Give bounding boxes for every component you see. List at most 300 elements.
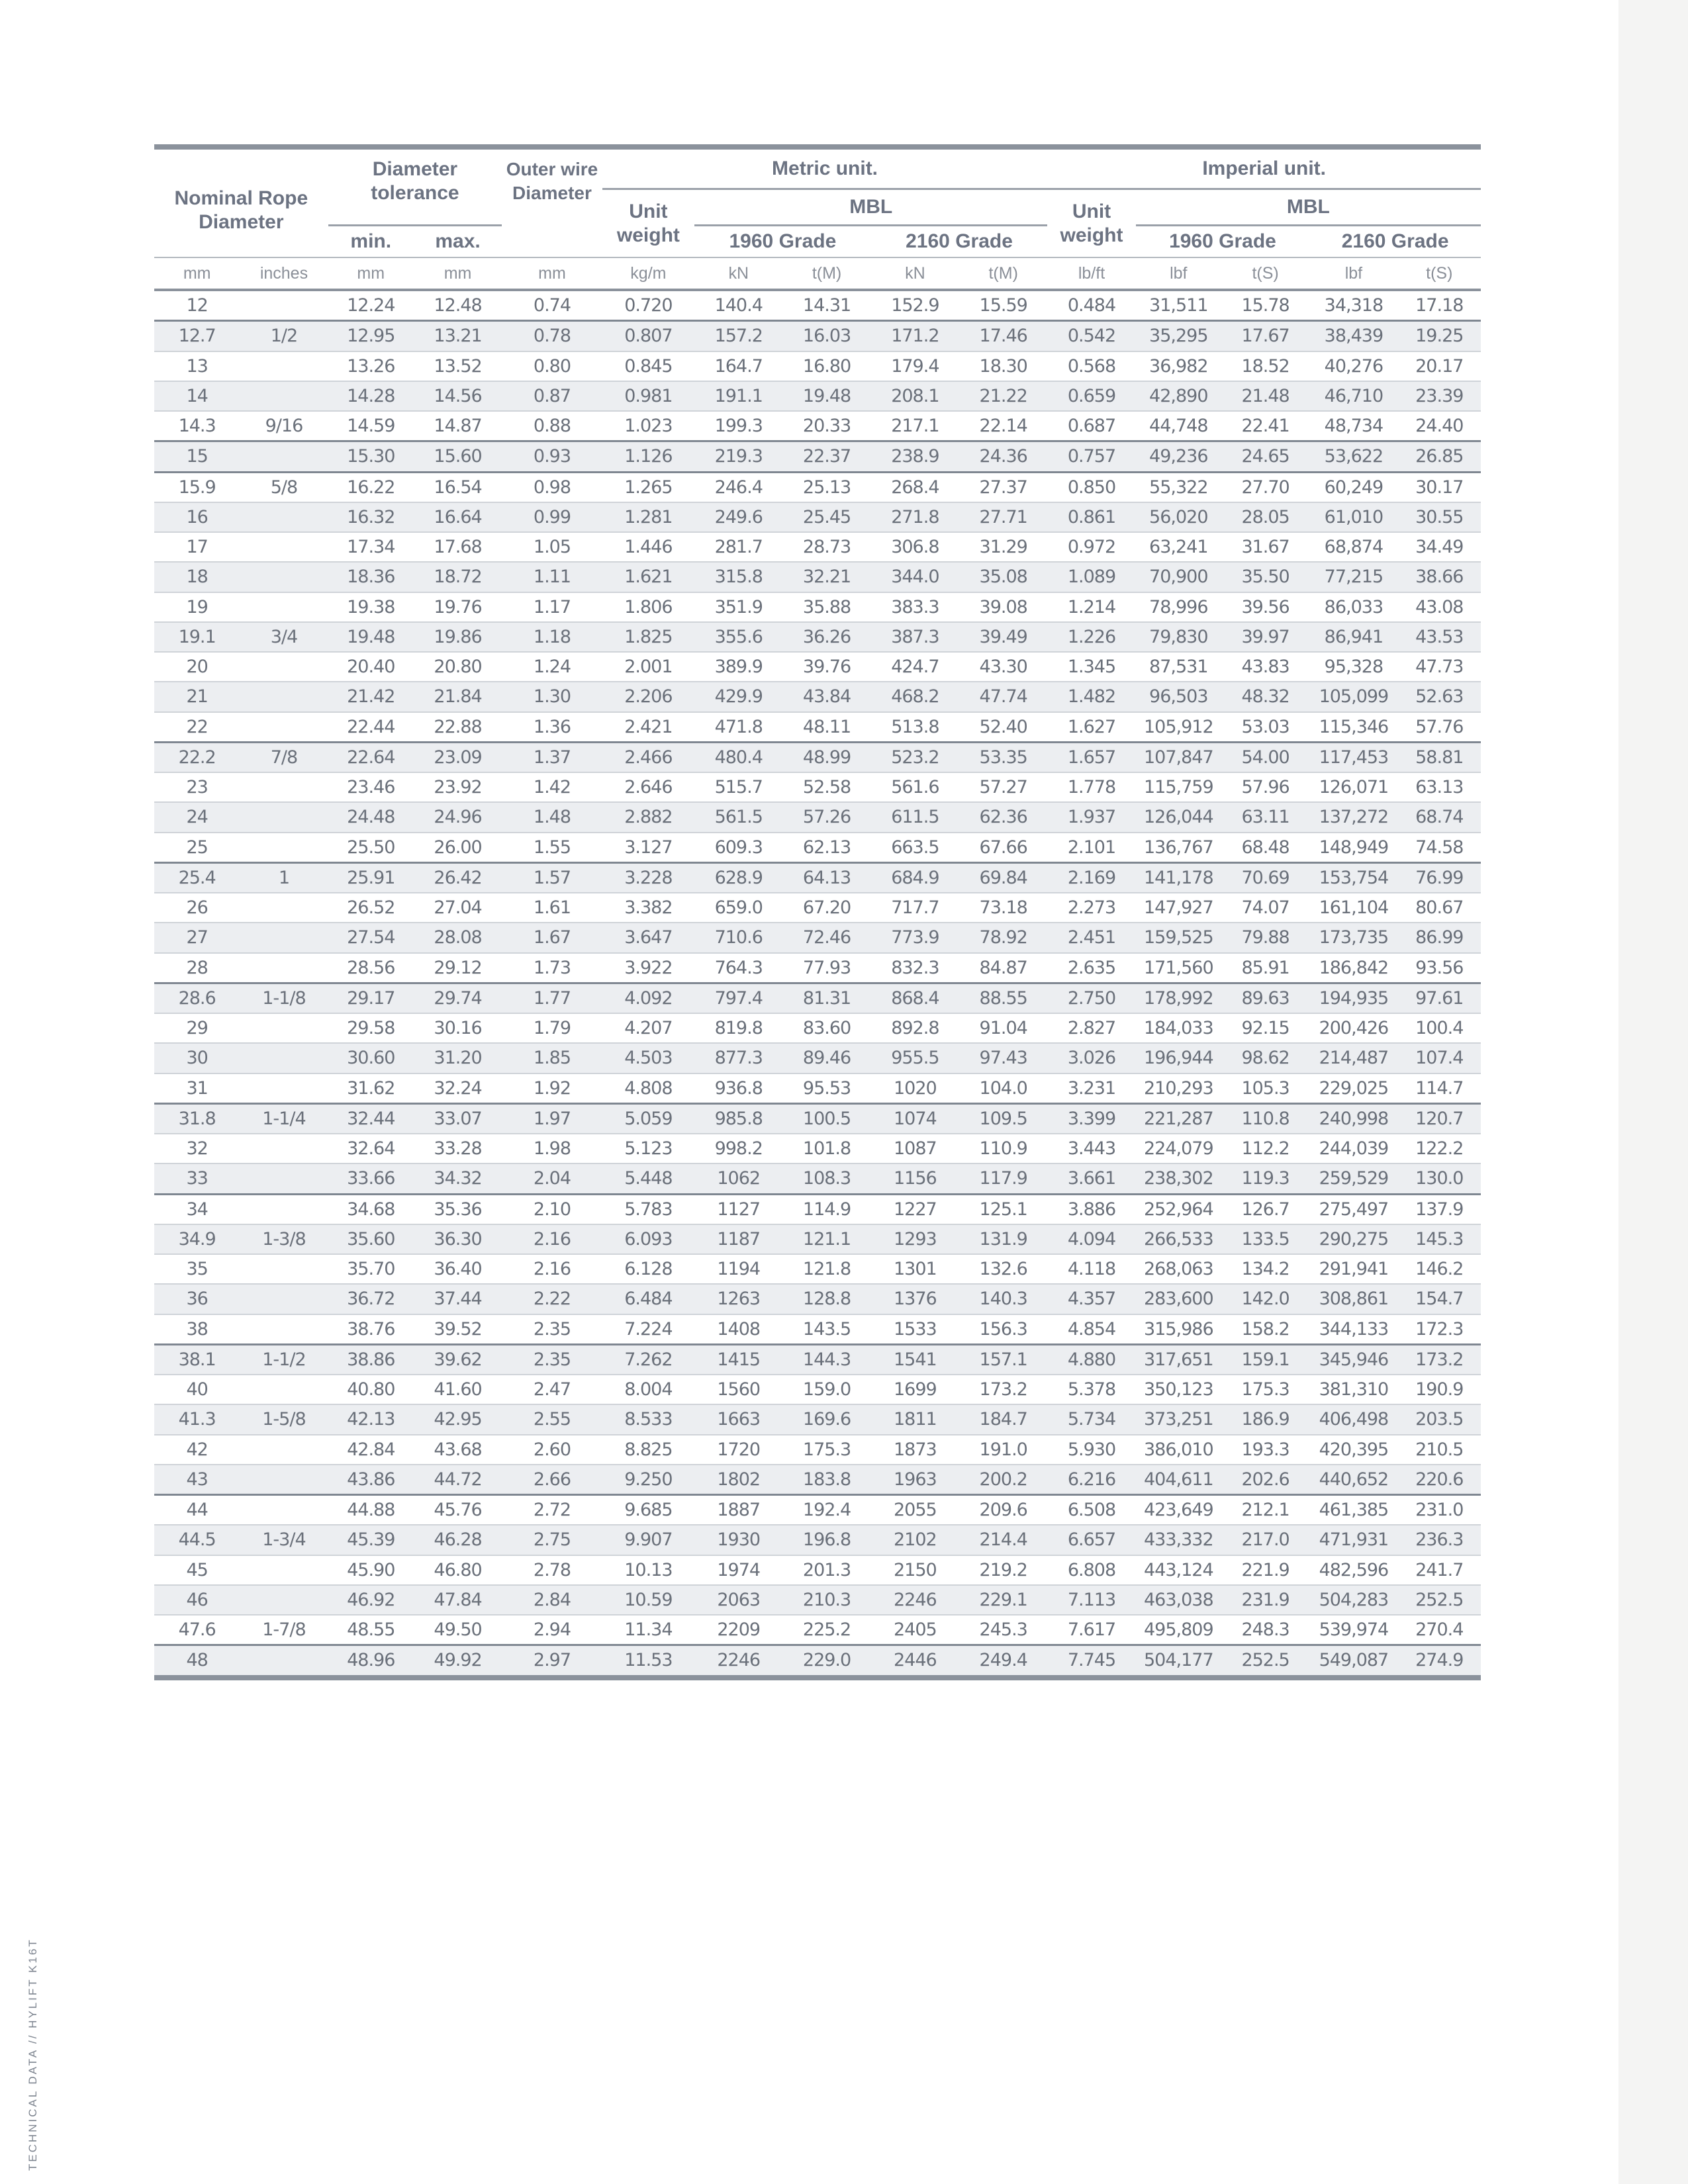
table-cell: 1.57 (502, 862, 602, 893)
table-cell: 1-3/4 (240, 1525, 328, 1555)
table-cell: 9.250 (602, 1465, 694, 1495)
table-cell: 495,809 (1136, 1615, 1221, 1645)
table-cell: 832.3 (871, 953, 959, 983)
table-cell (240, 1585, 328, 1615)
table-cell: 48 (154, 1645, 240, 1678)
table-cell: 424.7 (871, 652, 959, 682)
table-cell: 0.74 (502, 290, 602, 321)
table-cell: 3.382 (602, 893, 694, 923)
table-cell: 4.503 (602, 1043, 694, 1073)
page-edge-strip (1618, 0, 1688, 2184)
table-cell: 0.484 (1047, 290, 1135, 321)
table-cell: 350,123 (1136, 1375, 1221, 1404)
table-cell: 199.3 (694, 411, 782, 441)
table-cell: 22.88 (414, 712, 502, 743)
table-cell: 15.59 (959, 290, 1047, 321)
table-cell: 74.07 (1221, 893, 1309, 923)
table-cell: 1.48 (502, 802, 602, 832)
table-cell: 31 (154, 1073, 240, 1104)
table-cell: 461,385 (1309, 1495, 1397, 1525)
metric-2160-grade-header: 2160 Grade (906, 230, 1013, 252)
table-cell: 2.78 (502, 1555, 602, 1585)
table-cell: 18.52 (1221, 351, 1309, 381)
table-cell (240, 1013, 328, 1043)
table-cell (240, 1465, 328, 1495)
table-cell: 29.12 (414, 953, 502, 983)
table-cell: 1/2 (240, 321, 328, 351)
table-cell: 46,710 (1309, 381, 1397, 411)
table-cell: 6.093 (602, 1224, 694, 1254)
table-cell: 32 (154, 1134, 240, 1163)
table-cell: 1930 (694, 1525, 782, 1555)
table-cell: 245.3 (959, 1615, 1047, 1645)
table-cell: 306.8 (871, 532, 959, 562)
table-cell: 19.86 (414, 622, 502, 652)
table-cell: 0.687 (1047, 411, 1135, 441)
table-cell: 164.7 (694, 351, 782, 381)
table-cell: 609.3 (694, 833, 782, 863)
table-cell (240, 893, 328, 923)
table-row (154, 862, 1481, 893)
table-cell: 78.92 (959, 923, 1047, 952)
table-cell: 231.9 (1221, 1585, 1309, 1615)
table-cell: 132.6 (959, 1254, 1047, 1284)
table-cell: 1.67 (502, 923, 602, 952)
table-cell: 773.9 (871, 923, 959, 952)
table-cell: 52.63 (1398, 682, 1481, 711)
table-cell: 13.26 (328, 351, 414, 381)
table-cell: 29.74 (414, 983, 502, 1013)
table-cell: 140.4 (694, 290, 782, 321)
table-cell: 404,611 (1136, 1465, 1221, 1495)
table-cell: 14.28 (328, 381, 414, 411)
table-cell: 663.5 (871, 833, 959, 863)
table-cell: 200.2 (959, 1465, 1047, 1495)
table-cell: 21.22 (959, 381, 1047, 411)
table-cell: 1.482 (1047, 682, 1135, 711)
unit-label: mm (328, 257, 414, 290)
table-cell: 1699 (871, 1375, 959, 1404)
table-cell: 20 (154, 652, 240, 682)
table-cell: 1-3/8 (240, 1224, 328, 1254)
table-cell: 159.1 (1221, 1344, 1309, 1375)
table-cell: 0.80 (502, 351, 602, 381)
table-cell: 381,310 (1309, 1375, 1397, 1404)
table-cell: 19.48 (782, 381, 870, 411)
table-cell: 1.18 (502, 622, 602, 652)
table-cell: 308,861 (1309, 1284, 1397, 1314)
table-cell: 386,010 (1136, 1435, 1221, 1465)
table-row (154, 1254, 1481, 1284)
table-cell: 3/4 (240, 622, 328, 652)
table-cell: 47.84 (414, 1585, 502, 1615)
table-cell: 39.52 (414, 1314, 502, 1345)
table-cell: 19.38 (328, 592, 414, 622)
table-cell: 1194 (694, 1254, 782, 1284)
unit-label: t(S) (1221, 257, 1309, 290)
table-cell: 156.3 (959, 1314, 1047, 1345)
table-cell: 3.399 (1047, 1103, 1135, 1134)
table-cell (240, 772, 328, 802)
table-cell: 15 (154, 441, 240, 472)
table-cell: 63.13 (1398, 772, 1481, 802)
table-cell: 25.45 (782, 502, 870, 532)
table-cell: 158.2 (1221, 1314, 1309, 1345)
table-cell: 43.30 (959, 652, 1047, 682)
table-cell: 78,996 (1136, 592, 1221, 622)
table-cell: 44.88 (328, 1495, 414, 1525)
table-cell: 67.20 (782, 893, 870, 923)
table-cell: 3.231 (1047, 1073, 1135, 1104)
table-cell: 0.972 (1047, 532, 1135, 562)
table-cell: 29 (154, 1013, 240, 1043)
table-cell: 7/8 (240, 742, 328, 772)
table-cell: 178,992 (1136, 983, 1221, 1013)
table-cell: 88.55 (959, 983, 1047, 1013)
table-cell: 191.0 (959, 1435, 1047, 1465)
table-cell: 797.4 (694, 983, 782, 1013)
table-cell: 2.16 (502, 1254, 602, 1284)
table-cell: 210.5 (1398, 1435, 1481, 1465)
table-cell: 2.72 (502, 1495, 602, 1525)
table-cell: 523.2 (871, 742, 959, 772)
table-cell: 19 (154, 592, 240, 622)
table-cell: 38,439 (1309, 321, 1397, 351)
table-cell: 25.4 (154, 862, 240, 893)
table-cell: 58.81 (1398, 742, 1481, 772)
table-cell: 271.8 (871, 502, 959, 532)
table-cell: 30.16 (414, 1013, 502, 1043)
table-cell: 14.3 (154, 411, 240, 441)
table-cell: 173,735 (1309, 923, 1397, 952)
table-cell: 22.14 (959, 411, 1047, 441)
table-cell: 42.95 (414, 1404, 502, 1434)
table-cell: 22.37 (782, 441, 870, 472)
table-cell: 420,395 (1309, 1435, 1397, 1465)
table-cell: 70,900 (1136, 562, 1221, 592)
table-cell: 190.9 (1398, 1375, 1481, 1404)
table-cell: 43.86 (328, 1465, 414, 1495)
table-cell: 355.6 (694, 622, 782, 652)
table-cell: 23.46 (328, 772, 414, 802)
table-cell: 32.24 (414, 1073, 502, 1104)
table-cell: 35,295 (1136, 321, 1221, 351)
table-cell: 2.001 (602, 652, 694, 682)
table-cell: 77.93 (782, 953, 870, 983)
table-cell: 91.04 (959, 1013, 1047, 1043)
table-cell: 225.2 (782, 1615, 870, 1645)
table-cell: 19.1 (154, 622, 240, 652)
table-cell: 137,272 (1309, 802, 1397, 832)
outer-wire-diameter-header: Outer wire Diameter (502, 147, 602, 257)
table-cell: 173.2 (959, 1375, 1047, 1404)
table-cell: 136,767 (1136, 833, 1221, 863)
table-cell: 98.62 (1221, 1043, 1309, 1073)
table-cell: 345,946 (1309, 1344, 1397, 1375)
table-cell (240, 1043, 328, 1073)
table-cell: 23.09 (414, 742, 502, 772)
table-row (154, 1073, 1481, 1104)
table-row (154, 682, 1481, 711)
nominal-rope-diameter-header: Nominal Rope Diameter (154, 147, 328, 257)
table-cell: 0.542 (1047, 321, 1135, 351)
table-cell: 1074 (871, 1103, 959, 1134)
table-cell: 2.97 (502, 1645, 602, 1678)
table-cell: 8.825 (602, 1435, 694, 1465)
table-cell: 248.3 (1221, 1615, 1309, 1645)
table-cell: 53.03 (1221, 712, 1309, 743)
table-row (154, 532, 1481, 562)
table-cell: 39.56 (1221, 592, 1309, 622)
table-cell: 5.930 (1047, 1435, 1135, 1465)
imperial-unit-weight-header: Unit weight (1060, 200, 1123, 246)
table-cell: 1974 (694, 1555, 782, 1585)
table-cell: 3.228 (602, 862, 694, 893)
table-cell: 14.31 (782, 290, 870, 321)
table-cell (240, 1555, 328, 1585)
table-cell: 0.861 (1047, 502, 1135, 532)
table-cell: 2.66 (502, 1465, 602, 1495)
table-cell: 39.62 (414, 1344, 502, 1375)
table-cell (240, 592, 328, 622)
table-cell: 31.8 (154, 1103, 240, 1134)
table-cell: 892.8 (871, 1013, 959, 1043)
unit-label: kN (694, 257, 782, 290)
table-cell: 2063 (694, 1585, 782, 1615)
table-cell: 561.5 (694, 802, 782, 832)
table-cell: 238.9 (871, 441, 959, 472)
table-cell: 53,622 (1309, 441, 1397, 472)
table-cell (240, 1495, 328, 1525)
table-cell: 26.00 (414, 833, 502, 863)
table-cell: 20.33 (782, 411, 870, 441)
table-cell: 68.48 (1221, 833, 1309, 863)
table-cell: 30.55 (1398, 502, 1481, 532)
table-cell: 25 (154, 833, 240, 863)
table-cell: 5.059 (602, 1103, 694, 1134)
table-cell: 95,328 (1309, 652, 1397, 682)
table-cell: 246.4 (694, 472, 782, 502)
table-cell: 22.64 (328, 742, 414, 772)
table-cell: 17.34 (328, 532, 414, 562)
table-cell: 159,525 (1136, 923, 1221, 952)
table-cell: 35.60 (328, 1224, 414, 1254)
table-cell: 6.657 (1047, 1525, 1135, 1555)
table-cell: 43.53 (1398, 622, 1481, 652)
table-cell: 110.8 (1221, 1103, 1309, 1134)
table-cell (240, 562, 328, 592)
table-cell: 1376 (871, 1284, 959, 1314)
table-row (154, 742, 1481, 772)
table-cell: 44,748 (1136, 411, 1221, 441)
table-row (154, 290, 1481, 321)
table-cell: 18.72 (414, 562, 502, 592)
table-row (154, 802, 1481, 832)
table-cell: 1.621 (602, 562, 694, 592)
table-cell: 172.3 (1398, 1314, 1481, 1345)
table-cell: 48.32 (1221, 682, 1309, 711)
table-cell: 28 (154, 953, 240, 983)
table-cell: 1963 (871, 1465, 959, 1495)
table-cell: 70.69 (1221, 862, 1309, 893)
table-row (154, 1134, 1481, 1163)
table-cell: 0.845 (602, 351, 694, 381)
table-cell: 12 (154, 290, 240, 321)
table-cell: 0.757 (1047, 441, 1135, 472)
table-cell: 44.72 (414, 1465, 502, 1495)
table-cell: 985.8 (694, 1103, 782, 1134)
table-cell: 117.9 (959, 1163, 1047, 1194)
table-cell: 9.685 (602, 1495, 694, 1525)
table-cell: 79,830 (1136, 622, 1221, 652)
table-cell: 5.448 (602, 1163, 694, 1194)
table-cell: 26.52 (328, 893, 414, 923)
table-cell: 2.94 (502, 1615, 602, 1645)
table-row (154, 893, 1481, 923)
table-cell: 8.533 (602, 1404, 694, 1434)
table-cell: 18 (154, 562, 240, 592)
table-cell: 62.36 (959, 802, 1047, 832)
table-row (154, 1615, 1481, 1645)
table-cell: 24 (154, 802, 240, 832)
table-cell: 39.49 (959, 622, 1047, 652)
table-cell: 144.3 (782, 1344, 870, 1375)
table-cell: 44.5 (154, 1525, 240, 1555)
side-label: TECHNICAL DATA // HYLIFT K16T (26, 1938, 39, 2171)
table-cell: 1.42 (502, 772, 602, 802)
table-cell: 201.3 (782, 1555, 870, 1585)
table-cell: 97.43 (959, 1043, 1047, 1073)
table-cell: 423,649 (1136, 1495, 1221, 1525)
table-cell: 5.783 (602, 1194, 694, 1224)
table-cell: 2.35 (502, 1344, 602, 1375)
table-cell: 9.907 (602, 1525, 694, 1555)
table-cell: 14 (154, 381, 240, 411)
table-cell: 34.68 (328, 1194, 414, 1224)
table-cell: 45 (154, 1555, 240, 1585)
table-cell: 27.70 (1221, 472, 1309, 502)
table-cell: 2.47 (502, 1375, 602, 1404)
table-cell: 0.659 (1047, 381, 1135, 411)
table-cell: 157.2 (694, 321, 782, 351)
table-cell: 1020 (871, 1073, 959, 1104)
table-cell: 13.21 (414, 321, 502, 351)
table-cell: 13.52 (414, 351, 502, 381)
table-cell: 2.16 (502, 1224, 602, 1254)
table-cell: 80.67 (1398, 893, 1481, 923)
table-cell: 86.99 (1398, 923, 1481, 952)
table-row (154, 622, 1481, 652)
table-row (154, 1013, 1481, 1043)
table-cell: 317,651 (1136, 1344, 1221, 1375)
metric-1960-grade-header: 1960 Grade (729, 230, 837, 252)
table-cell: 34,318 (1309, 290, 1397, 321)
table-cell: 107.4 (1398, 1043, 1481, 1073)
table-cell: 140.3 (959, 1284, 1047, 1314)
table-cell: 3.661 (1047, 1163, 1135, 1194)
table-cell: 63.11 (1221, 802, 1309, 832)
table-cell: 0.568 (1047, 351, 1135, 381)
table-cell: 22.2 (154, 742, 240, 772)
table-cell: 3.127 (602, 833, 694, 863)
table-cell: 7.224 (602, 1314, 694, 1345)
table-cell: 4.092 (602, 983, 694, 1013)
table-cell: 238,302 (1136, 1163, 1221, 1194)
table-cell: 1.627 (1047, 712, 1135, 743)
table-cell: 2.22 (502, 1284, 602, 1314)
table-cell: 35.50 (1221, 562, 1309, 592)
table-cell: 684.9 (871, 862, 959, 893)
table-cell: 35 (154, 1254, 240, 1284)
table-cell: 1.61 (502, 893, 602, 923)
table-cell: 46.28 (414, 1525, 502, 1555)
table-cell: 26.42 (414, 862, 502, 893)
table-cell: 1.778 (1047, 772, 1135, 802)
table-cell: 173.2 (1398, 1344, 1481, 1375)
table-cell: 221,287 (1136, 1103, 1221, 1134)
table-cell: 14.87 (414, 411, 502, 441)
table-cell: 628.9 (694, 862, 782, 893)
table-cell: 74.58 (1398, 833, 1481, 863)
table-cell: 1.05 (502, 532, 602, 562)
table-cell: 105,912 (1136, 712, 1221, 743)
table-cell: 471,931 (1309, 1525, 1397, 1555)
table-cell: 1.98 (502, 1134, 602, 1163)
table-cell: 315.8 (694, 562, 782, 592)
table-cell: 2.451 (1047, 923, 1135, 952)
table-cell: 48.96 (328, 1645, 414, 1678)
imperial-unit-header: Imperial unit. (1047, 147, 1481, 189)
table-cell: 83.60 (782, 1013, 870, 1043)
table-row (154, 1555, 1481, 1585)
table-cell: 2.169 (1047, 862, 1135, 893)
table-cell (240, 1375, 328, 1404)
table-cell: 38 (154, 1314, 240, 1345)
table-cell: 101.8 (782, 1134, 870, 1163)
table-cell: 0.98 (502, 472, 602, 502)
table-cell: 2.827 (1047, 1013, 1135, 1043)
table-cell: 87,531 (1136, 652, 1221, 682)
table-cell (240, 381, 328, 411)
table-cell: 1156 (871, 1163, 959, 1194)
table-cell: 1301 (871, 1254, 959, 1284)
table-cell: 137.9 (1398, 1194, 1481, 1224)
table-cell: 2.75 (502, 1525, 602, 1555)
table-cell: 35.36 (414, 1194, 502, 1224)
table-cell: 126,071 (1309, 772, 1397, 802)
table-cell: 175.3 (782, 1435, 870, 1465)
table-row (154, 833, 1481, 863)
table-cell: 1.825 (602, 622, 694, 652)
table-cell: 35.88 (782, 592, 870, 622)
table-cell: 22 (154, 712, 240, 743)
table-row (154, 381, 1481, 411)
table-cell: 21.84 (414, 682, 502, 711)
table-cell: 561.6 (871, 772, 959, 802)
table-cell: 440,652 (1309, 1465, 1397, 1495)
table-cell: 291,941 (1309, 1254, 1397, 1284)
table-cell: 40 (154, 1375, 240, 1404)
table-cell: 46.80 (414, 1555, 502, 1585)
table-cell: 31.29 (959, 532, 1047, 562)
table-cell: 219.2 (959, 1555, 1047, 1585)
table-cell: 1.17 (502, 592, 602, 622)
table-cell: 126.7 (1221, 1194, 1309, 1224)
table-cell: 57.96 (1221, 772, 1309, 802)
table-cell: 193.3 (1221, 1435, 1309, 1465)
table-cell: 275,497 (1309, 1194, 1397, 1224)
table-cell: 16.64 (414, 502, 502, 532)
